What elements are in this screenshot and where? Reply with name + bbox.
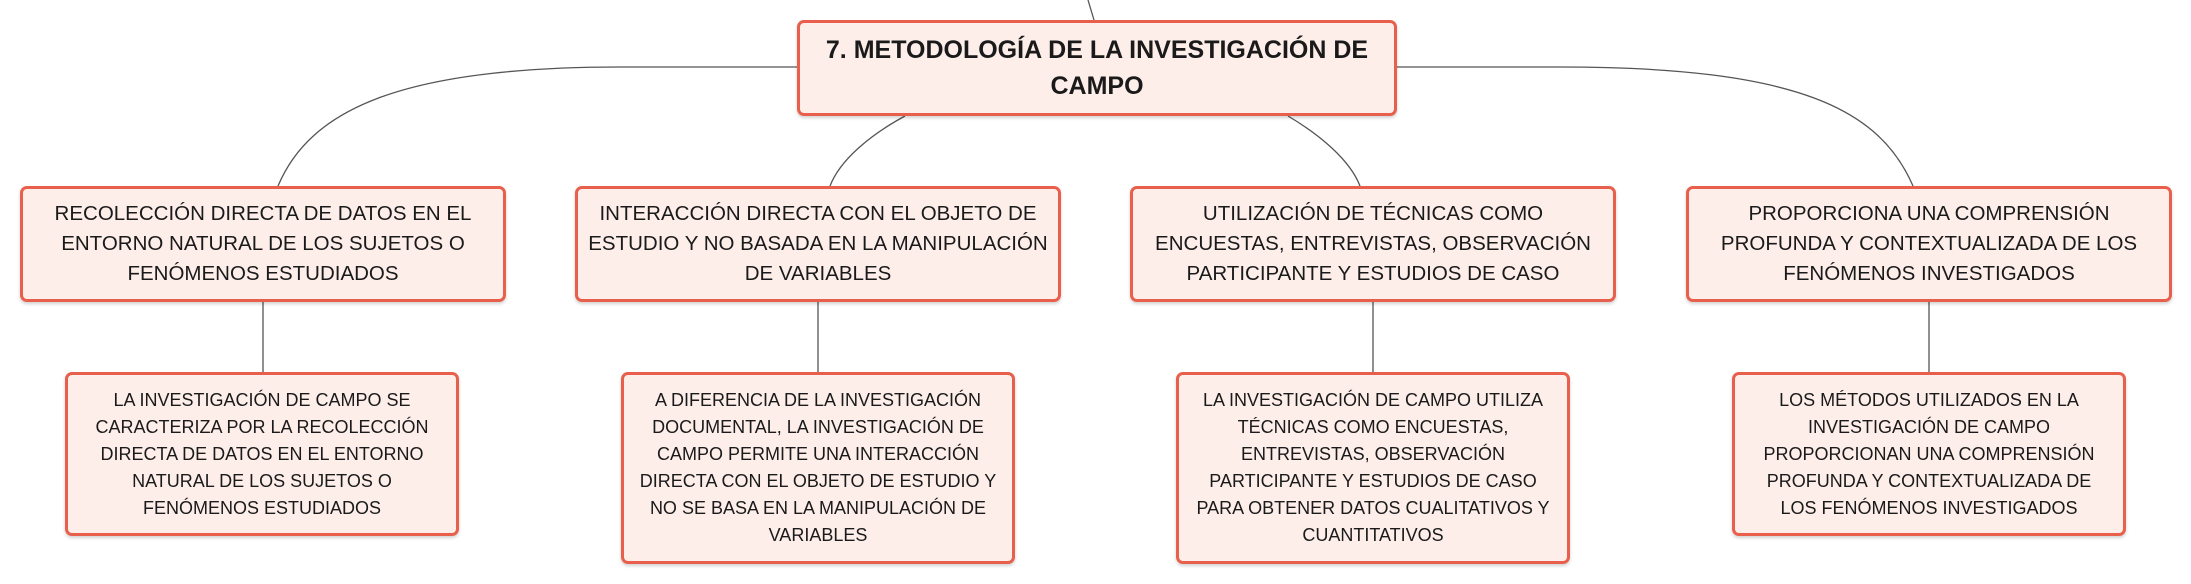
connector-root-branch-3 (1288, 116, 1360, 186)
root-node[interactable] (797, 20, 1397, 116)
branch-node-1[interactable] (20, 186, 506, 302)
connector-root-branch-1 (278, 67, 797, 186)
branch-label: PROPORCIONA UNA COMPRENSIÓN PROFUNDA Y CONTEXTUALIZADA DE LOS FENÓMENOS INVESTIGADOS (1720, 202, 2138, 285)
connector-root-branch-4 (1397, 67, 1913, 186)
detail-node-1[interactable] (65, 372, 459, 536)
detail-text: LA INVESTIGACIÓN DE CAMPO SE CARACTERIZA POR LA RECOLECCIÓN DIRECTA DE DATOS EN EL ENTORNO NATURAL DE LOS SUJETOS O FENÓMENOS ESTUDIADOS (95, 389, 429, 518)
branch-label: RECOLECCIÓN DIRECTA DE DATOS EN EL ENTORNO NATURAL DE LOS SUJETOS O FENÓMENOS ESTUDIADOS (54, 202, 472, 285)
detail-node-3[interactable] (1176, 372, 1570, 564)
branch-node-3[interactable] (1130, 186, 1616, 302)
detail-node-2[interactable] (621, 372, 1015, 564)
connector-root-branch-2 (830, 116, 905, 186)
branch-node-4[interactable] (1686, 186, 2172, 302)
root-title: 7. METODOLOGÍA DE LA INVESTIGACIÓN DE CAMPO (825, 36, 1369, 100)
branch-node-2[interactable] (575, 186, 1061, 302)
detail-text: LA INVESTIGACIÓN DE CAMPO UTILIZA TÉCNICAS COMO ENCUESTAS, ENTREVISTAS, OBSERVACIÓN PARTICIPANTE Y ESTUDIOS DE CASO PARA OBTENER DATOS CUALITATIVOS Y CUANTITATIVOS (1196, 390, 1550, 545)
connector-to-parent (1088, 0, 1094, 20)
branch-label: INTERACCIÓN DIRECTA CON EL OBJETO DE ESTUDIO Y NO BASADA EN LA MANIPULACIÓN DE VARIABLES (588, 202, 1048, 285)
branch-label: UTILIZACIÓN DE TÉCNICAS COMO ENCUESTAS, ENTREVISTAS, OBSERVACIÓN PARTICIPANTE Y ESTUDIOS DE CASO (1155, 202, 1591, 285)
detail-text: A DIFERENCIA DE LA INVESTIGACIÓN DOCUMENTAL, LA INVESTIGACIÓN DE CAMPO PERMITE UNA INTERACCIÓN DIRECTA CON EL OBJETO DE ESTUDIO Y NO SE BASA EN LA MANIPULACIÓN DE VARIABLES (639, 390, 997, 545)
detail-node-4[interactable] (1732, 372, 2126, 536)
detail-text: LOS MÉTODOS UTILIZADOS EN LA INVESTIGACIÓN DE CAMPO PROPORCIONAN UNA COMPRENSIÓN PROFUNDA Y CONTEXTUALIZADA DE LOS FENÓMENOS INVESTIGADOS (1763, 389, 2095, 518)
